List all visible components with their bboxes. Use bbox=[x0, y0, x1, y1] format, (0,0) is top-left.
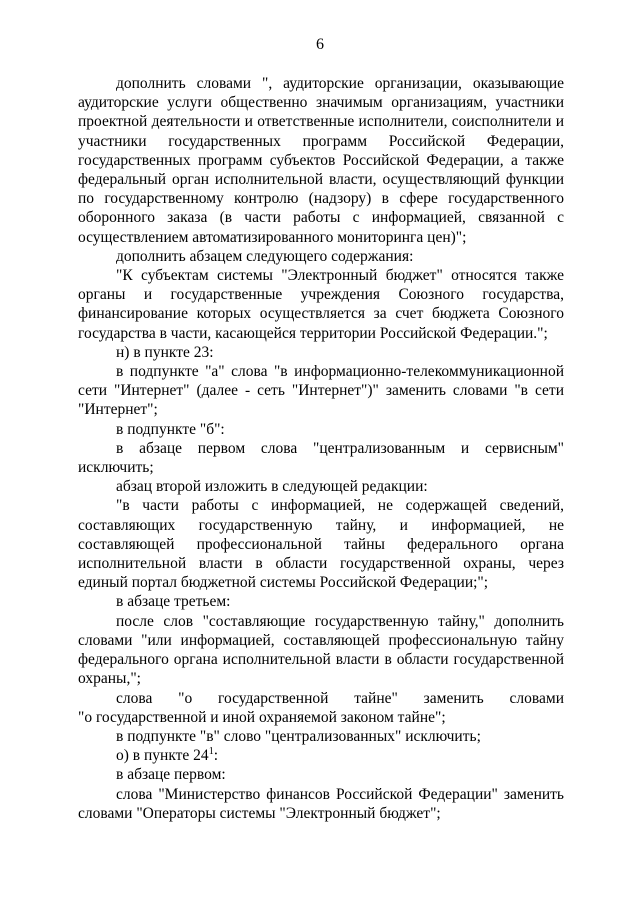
paragraph bbox=[78, 746, 564, 765]
paragraph: в абзаце первом слова "централизованным и сервисным" исключить; bbox=[78, 439, 564, 477]
paragraph: в абзаце первом: bbox=[116, 766, 226, 784]
page-number: 6 bbox=[316, 36, 324, 53]
paragraph: н) в пункте 23: bbox=[116, 343, 214, 361]
paragraph: в абзаце третьем: bbox=[116, 593, 231, 611]
paragraph: в подпункте "б": bbox=[116, 420, 225, 438]
paragraph: "в части работы с информацией, не содержащей сведений, составляющих государственную тайну, и информацией, не составляющей профессиональной тайны федерального органа исполнительной власти в области государственной охраны, через единый портал бюджетной системы Российской Федерации;"; bbox=[78, 497, 564, 592]
paragraph: в подпункте "а" слова "в информационно-телекоммуникационной сети "Интернет" (далее - сеть "Интернет")" заменить словами "в сети "Интернет"; bbox=[78, 363, 564, 419]
paragraph: дополнить словами ", аудиторские организации, оказывающие аудиторские услуги общественно значимым организациям, участники проектной деятельности и ответственные исполнители, соисполнители и участники государственных программ Российской Федерации, государственных программ субъектов Российской Федерации, а также федеральный орган исполнительной власти, осуществляющий функции по государственному контролю (надзору) в сфере государственного оборонного заказа (в части работы с информацией, связанной с осуществлением автоматизированного мониторинга цен)"; bbox=[78, 75, 564, 246]
paragraph: слова "Министерство финансов Российской Федерации" заменить словами "Операторы системы "Электронный бюджет"; bbox=[78, 785, 564, 822]
paragraph-suffix: : bbox=[213, 747, 218, 765]
paragraph: абзац второй изложить в следующей редакции: bbox=[116, 478, 428, 496]
paragraph: дополнить абзацем следующего содержания: bbox=[116, 247, 414, 265]
paragraph: "о государственной и иной охраняемой законом тайне"; bbox=[78, 708, 446, 726]
paragraph: слова "о государственной тайне" заменить словами bbox=[116, 689, 564, 707]
paragraph: после слов "составляющие государственную тайну," дополнить словами "или информацией, составляющей профессиональную тайну федерального органа исполнительной власти в области государственной охраны,"; bbox=[78, 612, 564, 688]
paragraph: "К субъектам системы "Электронный бюджет" относятся также органы и государственные учреждения Союзного государства, финансирование которых осуществляется за счет бюджета Союзного государства в части, касающейся территории Российской Федерации."; bbox=[78, 267, 564, 342]
paragraph: в подпункте "в" слово "централизованных" исключить; bbox=[116, 727, 481, 745]
paragraph-text: о) в пункте 24 bbox=[116, 747, 209, 765]
superscript: 1 bbox=[208, 745, 214, 757]
document-body bbox=[78, 74, 564, 823]
